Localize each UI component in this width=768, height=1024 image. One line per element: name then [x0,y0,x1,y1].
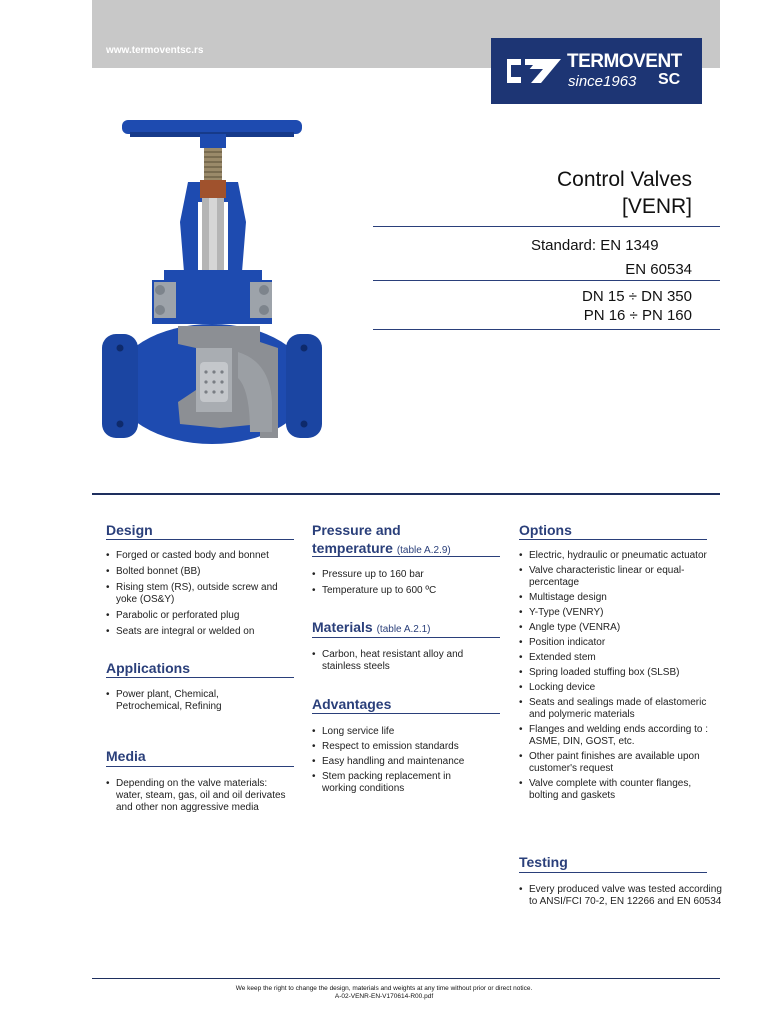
design-heading: Design [106,522,153,538]
standard-label: Standard: EN 1349 [531,237,659,254]
list-item: • Electric, hydraulic or pneumatic actuator [519,550,709,562]
pressure-heading-line2: temperature [312,540,393,556]
advantages-list [312,726,487,798]
materials-heading-text: Materials [312,619,373,635]
list-item: • Stem packing replacement in working conditions [312,771,487,795]
list-item: • Other paint finishes are available upon customer's request [519,751,709,775]
footer-notice: We keep the right to change the design, materials and weights at any time without prior or direct notice. [235,985,533,992]
termovent-emblem-icon [505,53,563,89]
list-item: • Position indicator [519,637,709,649]
logo-wordmark: TERMOVENT [567,51,682,72]
logo-since: since1963 [568,73,637,90]
list-item: • Carbon, heat resistant alloy and stainless steels [312,649,492,673]
spec-rule-3 [373,329,720,330]
section-divider [92,493,720,495]
pressure-list [312,569,502,601]
list-item: • Seats and sealings made of elastomeric and polymeric materials [519,697,709,721]
media-heading: Media [106,748,146,764]
media-rule [106,766,294,767]
options-heading: Options [519,522,572,538]
pn-range: PN 16 ÷ PN 160 [583,307,692,324]
list-item: • Seats are integral or welded on [106,626,296,638]
materials-heading [312,618,431,639]
testing-list [519,884,724,912]
list-item: • Forged or casted body and bonnet [106,550,296,562]
logo-sc: SC [658,71,681,88]
standard-2: EN 60534 [625,261,692,278]
advantages-rule [312,713,500,714]
design-list [106,550,296,642]
dn-range: DN 15 ÷ DN 350 [582,288,692,305]
list-item: • Pressure up to 160 bar [312,569,502,581]
list-item: • Flanges and welding ends according to : ASME, DIN, GOST, etc. [519,724,709,748]
footer-rule [92,978,720,979]
applications-heading: Applications [106,660,191,676]
list-item: • Temperature up to 600 ºC [312,585,502,597]
testing-heading: Testing [519,854,568,870]
list-item: • Y-Type (VENRY) [519,607,709,619]
list-item: • Every produced valve was tested according to ANSI/FCI 70-2, EN 12266 and EN 60534 [519,884,724,908]
list-item: • Parabolic or perforated plug [106,610,296,622]
materials-table-ref[interactable]: (table A.2.1) [376,624,431,635]
product-title [557,166,692,220]
materials-rule [312,637,500,638]
list-item: • Locking device [519,682,709,694]
list-item: • Bolted bonnet (BB) [106,566,296,578]
list-item: • Angle type (VENRA) [519,622,709,634]
options-list [519,550,709,805]
website-url[interactable]: www.termoventsc.rs [106,45,204,56]
list-item: • Spring loaded stuffing box (SLSB) [519,667,709,679]
materials-list [312,649,492,677]
spec-rule-1 [373,226,720,227]
pressure-heading [312,521,451,560]
advantages-heading: Advantages [312,696,392,712]
list-item: • Respect to emission standards [312,741,487,753]
list-item: • Extended stem [519,652,709,664]
list-item: • Rising stem (RS), outside screw and yoke (OS&Y) [106,582,296,606]
pressure-rule [312,556,500,557]
document-code: A-02-VENR-EN-V170614-R00.pdf [334,993,434,1000]
product-title-line2: [VENR] [621,195,692,218]
company-logo [491,38,702,104]
options-rule [519,539,707,540]
product-title-line1: Control Valves [556,168,692,191]
pressure-heading-line1: Pressure and [312,522,401,538]
list-item: • Multistage design [519,592,709,604]
list-item: • Valve complete with counter flanges, bolting and gaskets [519,778,709,802]
list-item: • Long service life [312,726,487,738]
design-rule [106,539,294,540]
list-item: • Valve characteristic linear or equal-percentage [519,565,709,589]
applications-rule [106,677,294,678]
media-list [106,778,296,818]
list-item: • Depending on the valve materials: water, steam, gas, oil and oil derivates and other non aggressive media [106,778,296,814]
applications-list [106,689,266,717]
testing-rule [519,872,707,873]
spec-rule-2 [373,280,720,281]
control-valve-illustration [100,112,325,452]
pressure-table-ref[interactable]: (table A.2.9) [396,545,451,556]
list-item: • Power plant, Chemical, Petrochemical, Refining [106,689,266,713]
list-item: • Easy handling and maintenance [312,756,487,768]
